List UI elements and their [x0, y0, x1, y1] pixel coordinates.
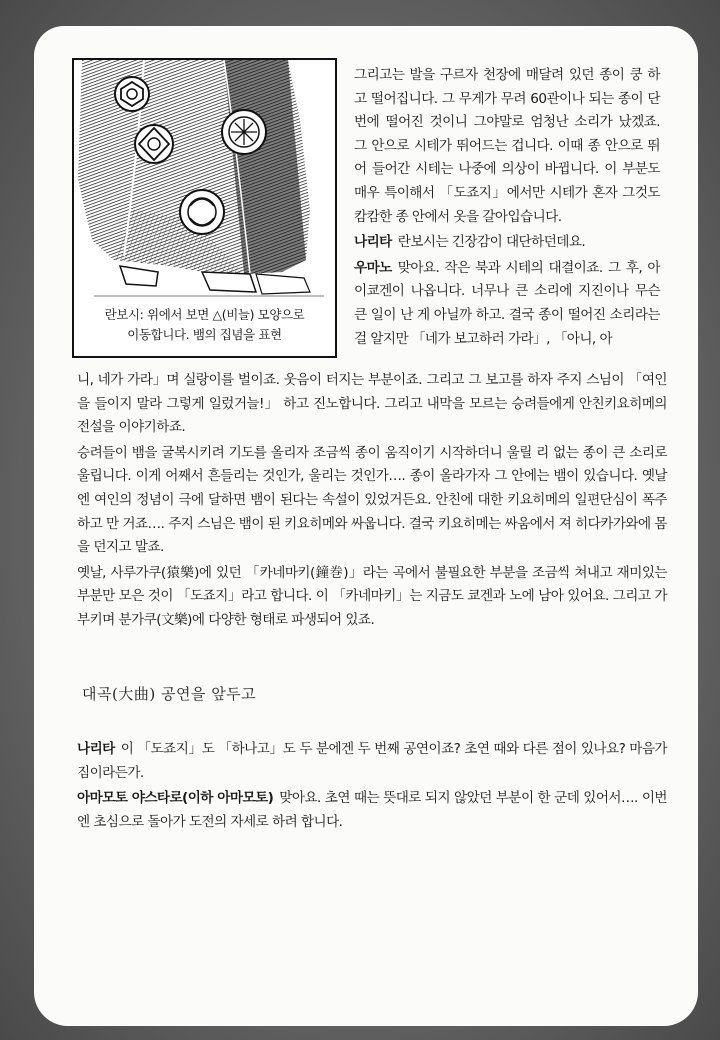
dialogue-nari-2 — [77, 738, 667, 785]
dialogue-text: 란보시는 긴장감이 대단하던데요. — [397, 234, 586, 251]
dialogue-umano-1 — [354, 257, 660, 351]
book-page — [34, 26, 698, 1026]
dialogue-text: 이 「도죠지」도 「하나고」도 두 분에겐 두 번째 공연이죠? 초연 때와 다른 점이 있나요? 마음가짐이라든가. — [77, 741, 667, 781]
full-width-text — [77, 369, 667, 635]
paragraph-1: 니, 네가 가라」며 실랑이를 벌이죠. 웃음이 터지는 부분이죠. 그리고 그 보고를 하자 주지 스님이 「여인을 들이지 말라 그렇게 일렀거늘!」 하고 진노합니다. 그리고 내막을 모르는 승려들에게 안친키요히메의 전설을 이야기하죠. — [77, 372, 667, 436]
dialogue-text: 맞아요. 작은 북과 시테의 대결이죠. 그 후, 아이쿄겐이 나옵니다. 너무나 큰 소리에 지진이나 무슨 큰 일이 난 게 아닐까 하고. 결국 종이 떨어진 소리라는 걸 알지만 「네가 보고하러 가라」, 「아니, 아 — [354, 259, 660, 347]
speaker-name: 나리타 — [354, 234, 392, 251]
crest-bottom — [180, 190, 224, 234]
caption-line-1: 란보시: 위에서 보면 △(비늘) 모양으로 — [104, 307, 305, 322]
dialogue-amamoto-1 — [77, 787, 667, 834]
paragraph-2: 승려들이 뱀을 굴복시키려 기도를 올리자 조금씩 종이 움직이기 시작하더니 울릴 리 없는 종이 큰 소리로 울립니다. 이게 어째서 흔들리는 것인가, 울리는 것인가…. 종이 올라가자 그 안에는 뱀이 있습니다. 옛날엔 여인의 정념이 극에 달하면 뱀이 된다는 속설이 있었거든요. 안친에 대한 키요히메의 일편단심이 폭주하고 만 거죠…. 주지 스님은 뱀이 된 키요히메와 싸웁니다. 결국 키요히메는 싸움에서 져 히다카가와에 몸을 던지고 말죠. — [77, 444, 667, 556]
intro-paragraph: 그리고는 발을 구르자 천장에 매달려 있던 종이 쿵 하고 떨어집니다. 그 무게가 무려 60관이나 되는 종이 단번에 떨어진 것이니 그야말로 엄청난 소리가 났겠죠. 그 안으로 시테가 뛰어드는 겁니다. 이때 종 안으로 뛰어 들어간 시테는 나중에 의상이 바뀝니다. 이 부분도 매우 특이해서 「도죠지」에서만 시테가 혼자 그것도 캄캄한 종 안에서 옷을 갈아입습니다. — [354, 67, 660, 225]
crest-middle-left — [135, 125, 173, 163]
caption-line-2: 이동합니다. 뱀의 집념을 표현 — [127, 327, 282, 342]
illustration-caption — [80, 305, 329, 345]
paragraph-3: 옛날, 사루가쿠(猿樂)에 있던 「카네마키(鐘巻)」라는 곡에서 불필요한 부분을 조금씩 쳐내고 재미있는 부분만 모은 것이 「도죠지」라고 합니다. 이 「카네마키」는 지금도 쿄겐과 노에 남아 있어요. 그리고 가부키며 분가쿠(文樂)에 다양한 형태로 파생되어 있죠. — [77, 564, 667, 628]
speaker-name: 아마모토 야스타로(이하 아마모토) — [77, 790, 274, 807]
right-column-text — [354, 64, 660, 353]
crest-top-left — [115, 77, 149, 111]
speaker-name: 우마노 — [354, 259, 392, 276]
dialogue-text: 맞아요. 초연 때는 뜻대로 되지 않았던 부분이 한 군데 있어서…. 이번엔 초심으로 돌아가 도전의 자세로 하려 합니다. — [77, 790, 667, 830]
manga-illustration — [72, 58, 337, 358]
speaker-name: 나리타 — [77, 741, 115, 757]
dialogue-nari-1 — [354, 231, 660, 255]
section-heading: 대곡(大曲) 공연을 앞두고 — [82, 685, 257, 703]
lower-dialogue — [77, 738, 667, 836]
crest-right — [222, 110, 266, 154]
